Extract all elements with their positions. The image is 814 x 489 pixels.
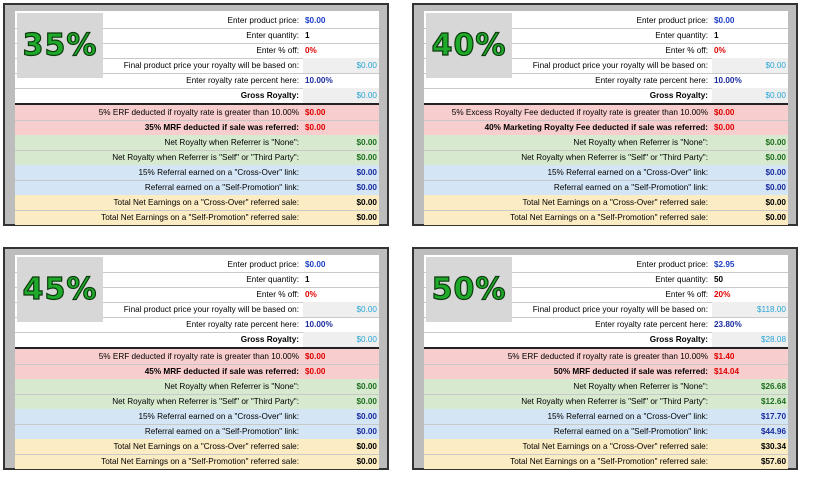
mrf-value: $0.00 — [714, 123, 735, 132]
quantity-label: Enter quantity: — [655, 275, 708, 284]
spreadsheet-area — [15, 11, 379, 222]
gross-royalty-value: $0.00 — [712, 88, 788, 103]
referral-crossover-value: $0.00 — [356, 168, 377, 177]
total-crossover-label: Total Net Earnings on a "Cross-Over" referred sale: — [113, 198, 299, 207]
total-self-value: $0.00 — [356, 213, 377, 222]
price-label: Enter product price: — [636, 260, 708, 269]
percent-off-label: Enter % off: — [665, 290, 708, 299]
net-royalty-none-label: Net Royalty when Referrer is "None": — [164, 138, 299, 147]
price-input[interactable]: $0.00 — [305, 16, 326, 25]
spreadsheet-area — [15, 255, 379, 466]
net-royalty-none-label: Net Royalty when Referrer is "None": — [573, 138, 708, 147]
quantity-label: Enter quantity: — [655, 31, 708, 40]
referral-self-value: $0.00 — [356, 427, 377, 436]
referral-self-value: $44.96 — [760, 427, 786, 436]
percent-off-input[interactable]: 0% — [305, 46, 317, 55]
percent-off-input[interactable]: 0% — [305, 290, 317, 299]
royalty-calculator-panel-4 — [412, 247, 798, 470]
royalty-rate-input[interactable]: 10.00% — [305, 76, 333, 85]
quantity-input[interactable]: 1 — [714, 31, 719, 40]
royalty-rate-label: Enter royalty rate percent here: — [595, 320, 708, 329]
net-royalty-self-value: $0.00 — [356, 153, 377, 162]
mrf-value: $0.00 — [305, 123, 326, 132]
price-label: Enter product price: — [227, 260, 299, 269]
royalty-rate-label: Enter royalty rate percent here: — [595, 76, 708, 85]
royalty-rate-input[interactable]: 10.00% — [305, 320, 333, 329]
referral-crossover-value: $0.00 — [356, 412, 377, 421]
royalty-calculator-panel-2 — [412, 3, 798, 226]
final-price-label: Final product price your royalty will be based on: — [532, 61, 708, 70]
quantity-input[interactable]: 1 — [305, 31, 310, 40]
mrf-label: 50% MRF deducted if sale was referred: — [553, 367, 708, 376]
percent-off-label: Enter % off: — [665, 46, 708, 55]
total-crossover-label: Total Net Earnings on a "Cross-Over" referred sale: — [522, 442, 708, 451]
referral-self-label: Referral earned on a "Self-Promotion" link: — [144, 183, 299, 192]
erf-label: 5% ERF deducted if royalty rate is greater than 10.00% — [507, 352, 708, 361]
erf-label: 5% ERF deducted if royalty rate is greater than 10.00% — [98, 108, 299, 117]
erf-label: 5% Excess Royalty Fee deducted if royalty rate is greater than 10.00% — [451, 108, 708, 117]
total-crossover-value: $0.00 — [356, 198, 377, 207]
price-input[interactable]: $0.00 — [714, 16, 735, 25]
mrf-value: $0.00 — [305, 367, 326, 376]
erf-value: $0.00 — [305, 108, 326, 117]
total-crossover-label: Total Net Earnings on a "Cross-Over" referred sale: — [522, 198, 708, 207]
total-self-value: $0.00 — [356, 457, 377, 466]
referral-self-label: Referral earned on a "Self-Promotion" link: — [144, 427, 299, 436]
royalty-rate-input[interactable]: 10.00% — [714, 76, 742, 85]
referral-crossover-label: 15% Referral earned on a "Cross-Over" link: — [138, 168, 299, 177]
referral-crossover-label: 15% Referral earned on a "Cross-Over" link: — [547, 168, 708, 177]
total-crossover-value: $0.00 — [765, 198, 786, 207]
final-price-label: Final product price your royalty will be based on: — [532, 305, 708, 314]
mrf-label: 40% Marketing Royalty Fee deducted if sale was referred: — [484, 123, 708, 132]
erf-value: $0.00 — [714, 108, 735, 117]
net-royalty-self-value: $0.00 — [765, 153, 786, 162]
mrf-label: 45% MRF deducted if sale was referred: — [144, 367, 299, 376]
referral-self-value: $0.00 — [765, 183, 786, 192]
referral-crossover-label: 15% Referral earned on a "Cross-Over" link: — [547, 412, 708, 421]
net-royalty-self-label: Net Royalty when Referrer is "Self" or "Third Party": — [112, 153, 299, 162]
referral-crossover-label: 15% Referral earned on a "Cross-Over" link: — [138, 412, 299, 421]
badge-label: 40% — [431, 28, 507, 63]
referral-self-label: Referral earned on a "Self-Promotion" link: — [553, 427, 708, 436]
gross-royalty-value: $0.00 — [303, 88, 379, 103]
royalty-calculator-panel-3 — [3, 247, 389, 470]
gross-royalty-label: Gross Royalty: — [240, 335, 299, 344]
total-self-label: Total Net Earnings on a "Self-Promotion" referred sale: — [510, 457, 708, 466]
net-royalty-none-label: Net Royalty when Referrer is "None": — [164, 382, 299, 391]
net-royalty-self-label: Net Royalty when Referrer is "Self" or "Third Party": — [521, 397, 708, 406]
royalty-rate-label: Enter royalty rate percent here: — [186, 76, 299, 85]
net-royalty-self-label: Net Royalty when Referrer is "Self" or "Third Party": — [521, 153, 708, 162]
price-input[interactable]: $2.95 — [714, 260, 735, 269]
net-royalty-none-value: $0.00 — [765, 138, 786, 147]
referral-crossover-value: $17.70 — [760, 412, 786, 421]
gross-royalty-label: Gross Royalty: — [649, 335, 708, 344]
net-royalty-none-value: $0.00 — [356, 138, 377, 147]
badge-label: 35% — [22, 28, 98, 63]
final-price-label: Final product price your royalty will be based on: — [123, 305, 299, 314]
net-royalty-self-value: $12.64 — [760, 397, 786, 406]
total-crossover-label: Total Net Earnings on a "Cross-Over" referred sale: — [113, 442, 299, 451]
final-price-value: $0.00 — [303, 302, 379, 317]
total-crossover-value: $0.00 — [356, 442, 377, 451]
total-crossover-value: $30.34 — [760, 442, 786, 451]
price-label: Enter product price: — [636, 16, 708, 25]
royalty-rate-input[interactable]: 23.80% — [714, 320, 742, 329]
final-price-value: $118.00 — [712, 302, 788, 317]
quantity-input[interactable]: 50 — [714, 275, 724, 284]
quantity-label: Enter quantity: — [246, 275, 299, 284]
net-royalty-self-label: Net Royalty when Referrer is "Self" or "Third Party": — [112, 397, 299, 406]
gross-royalty-label: Gross Royalty: — [240, 91, 299, 100]
gross-royalty-value: $0.00 — [303, 332, 379, 347]
total-self-value: $57.60 — [760, 457, 786, 466]
referral-crossover-value: $0.00 — [765, 168, 786, 177]
spreadsheet-area — [424, 255, 788, 466]
quantity-input[interactable]: 1 — [305, 275, 310, 284]
net-royalty-none-value: $26.68 — [760, 382, 786, 391]
net-royalty-self-value: $0.00 — [356, 397, 377, 406]
final-price-value: $0.00 — [712, 58, 788, 73]
percent-off-input[interactable]: 20% — [714, 290, 731, 299]
percent-off-input[interactable]: 0% — [714, 46, 726, 55]
badge-label: 50% — [431, 272, 507, 307]
spreadsheet-area — [424, 11, 788, 222]
referral-self-value: $0.00 — [356, 183, 377, 192]
gross-royalty-label: Gross Royalty: — [649, 91, 708, 100]
price-label: Enter product price: — [227, 16, 299, 25]
net-royalty-none-value: $0.00 — [356, 382, 377, 391]
total-self-value: $0.00 — [765, 213, 786, 222]
mrf-label: 35% MRF deducted if sale was referred: — [144, 123, 299, 132]
mrf-value: $14.04 — [714, 367, 740, 376]
percent-off-label: Enter % off: — [256, 46, 299, 55]
total-self-label: Total Net Earnings on a "Self-Promotion" referred sale: — [101, 457, 299, 466]
net-royalty-none-label: Net Royalty when Referrer is "None": — [573, 382, 708, 391]
erf-label: 5% ERF deducted if royalty rate is greater than 10.00% — [98, 352, 299, 361]
quantity-label: Enter quantity: — [246, 31, 299, 40]
total-self-label: Total Net Earnings on a "Self-Promotion" referred sale: — [101, 213, 299, 222]
gross-royalty-value: $28.08 — [712, 332, 788, 347]
royalty-calculator-panel-1 — [3, 3, 389, 226]
erf-value: $1.40 — [714, 352, 735, 361]
badge-label: 45% — [22, 272, 98, 307]
erf-value: $0.00 — [305, 352, 326, 361]
final-price-label: Final product price your royalty will be based on: — [123, 61, 299, 70]
total-self-label: Total Net Earnings on a "Self-Promotion" referred sale: — [510, 213, 708, 222]
final-price-value: $0.00 — [303, 58, 379, 73]
royalty-rate-label: Enter royalty rate percent here: — [186, 320, 299, 329]
price-input[interactable]: $0.00 — [305, 260, 326, 269]
referral-self-label: Referral earned on a "Self-Promotion" link: — [553, 183, 708, 192]
percent-off-label: Enter % off: — [256, 290, 299, 299]
